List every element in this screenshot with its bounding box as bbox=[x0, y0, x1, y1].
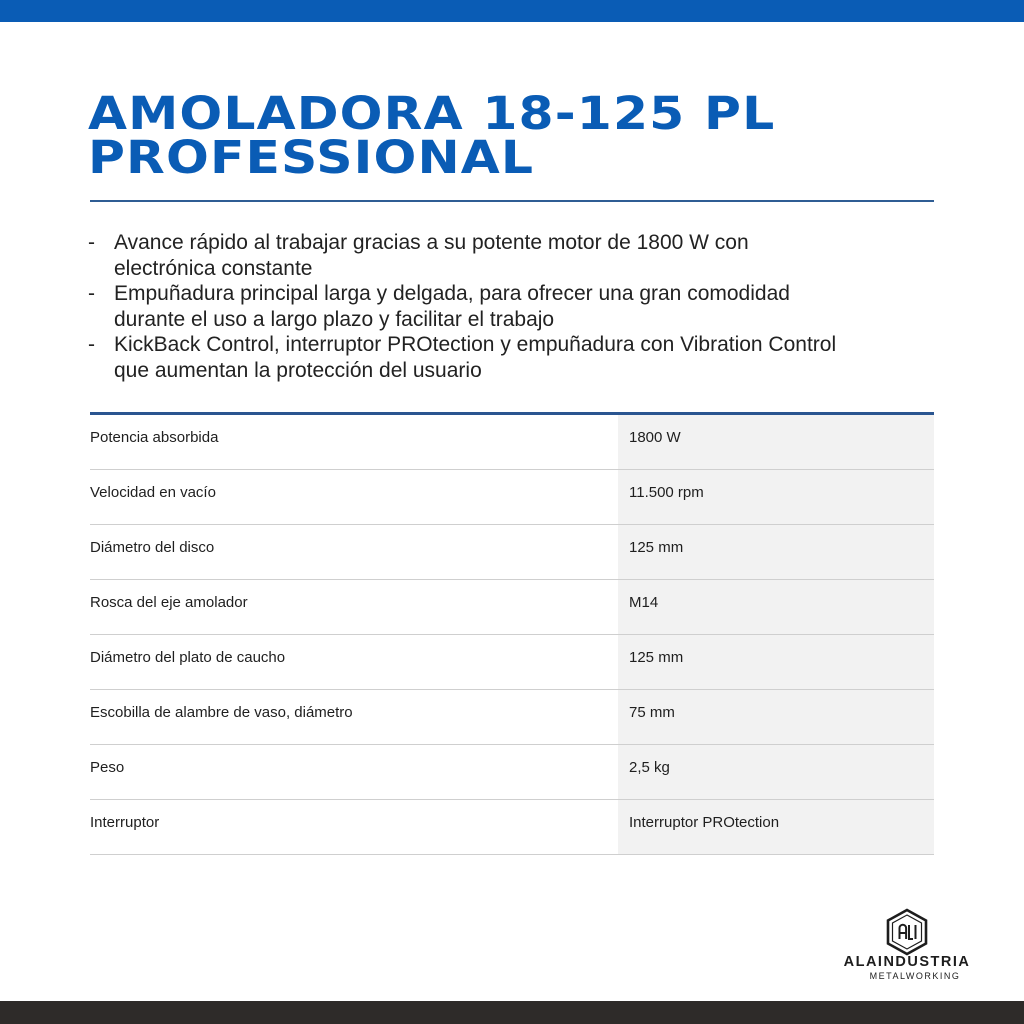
feature-item bbox=[88, 332, 948, 383]
title-divider bbox=[90, 200, 934, 202]
footer-bar bbox=[0, 1001, 1024, 1024]
spec-name: Peso bbox=[90, 759, 125, 776]
feature-text-line: durante el uso a largo plazo y facilitar el trabajo bbox=[114, 307, 555, 331]
spec-name: Rosca del eje amolador bbox=[90, 594, 248, 611]
spec-value: M14 bbox=[618, 580, 934, 634]
spec-value: 125 mm bbox=[618, 525, 934, 579]
top-accent-bar bbox=[0, 0, 1024, 22]
spec-row bbox=[90, 690, 934, 745]
spec-name: Interruptor bbox=[90, 814, 160, 831]
spec-value: Interruptor PROtection bbox=[618, 800, 934, 854]
spec-row bbox=[90, 525, 934, 580]
spec-name: Velocidad en vacío bbox=[90, 484, 216, 501]
logo-subtitle: METALWORKING bbox=[869, 971, 961, 981]
spec-row bbox=[90, 800, 934, 855]
spec-name: Potencia absorbida bbox=[90, 429, 219, 446]
feature-text-line: Empuñadura principal larga y delgada, para ofrecer una gran comodidad bbox=[114, 282, 790, 305]
feature-dash: - bbox=[88, 333, 95, 356]
spec-value: 1800 W bbox=[618, 415, 934, 469]
feature-text-line: Avance rápido al trabajar gracias a su potente motor de 1800 W con bbox=[114, 231, 749, 254]
spec-value: 11.500 rpm bbox=[618, 470, 934, 524]
feature-dash: - bbox=[88, 231, 95, 254]
feature-text-line: que aumentan la protección del usuario bbox=[114, 358, 482, 382]
logo-name: ALAINDUSTRIA bbox=[843, 954, 971, 970]
product-title-line-1: AMOLADORA 18-125 PL bbox=[88, 87, 776, 140]
feature-dash: - bbox=[88, 282, 95, 305]
spec-row bbox=[90, 635, 934, 690]
specs-table bbox=[90, 415, 934, 855]
spec-name: Escobilla de alambre de vaso, diámetro bbox=[90, 704, 353, 721]
spec-row bbox=[90, 415, 934, 470]
feature-text-line: electrónica constante bbox=[114, 256, 313, 280]
spec-value: 125 mm bbox=[618, 635, 934, 689]
ali-hexagon-logo-icon bbox=[884, 908, 930, 956]
spec-row bbox=[90, 580, 934, 635]
feature-text-line: KickBack Control, interruptor PROtection y empuñadura con Vibration Control bbox=[114, 333, 837, 356]
product-title bbox=[88, 87, 1024, 184]
spec-row bbox=[90, 745, 934, 800]
spec-name: Diámetro del plato de caucho bbox=[90, 649, 286, 666]
spec-value: 2,5 kg bbox=[618, 745, 934, 799]
feature-list bbox=[88, 230, 948, 383]
feature-item bbox=[88, 281, 948, 332]
feature-item bbox=[88, 230, 948, 281]
spec-row bbox=[90, 470, 934, 525]
spec-name: Diámetro del disco bbox=[90, 539, 215, 556]
alaindustria-logo bbox=[822, 908, 992, 988]
product-title-line-2: PROFESSIONAL bbox=[88, 131, 535, 184]
spec-value: 75 mm bbox=[618, 690, 934, 744]
